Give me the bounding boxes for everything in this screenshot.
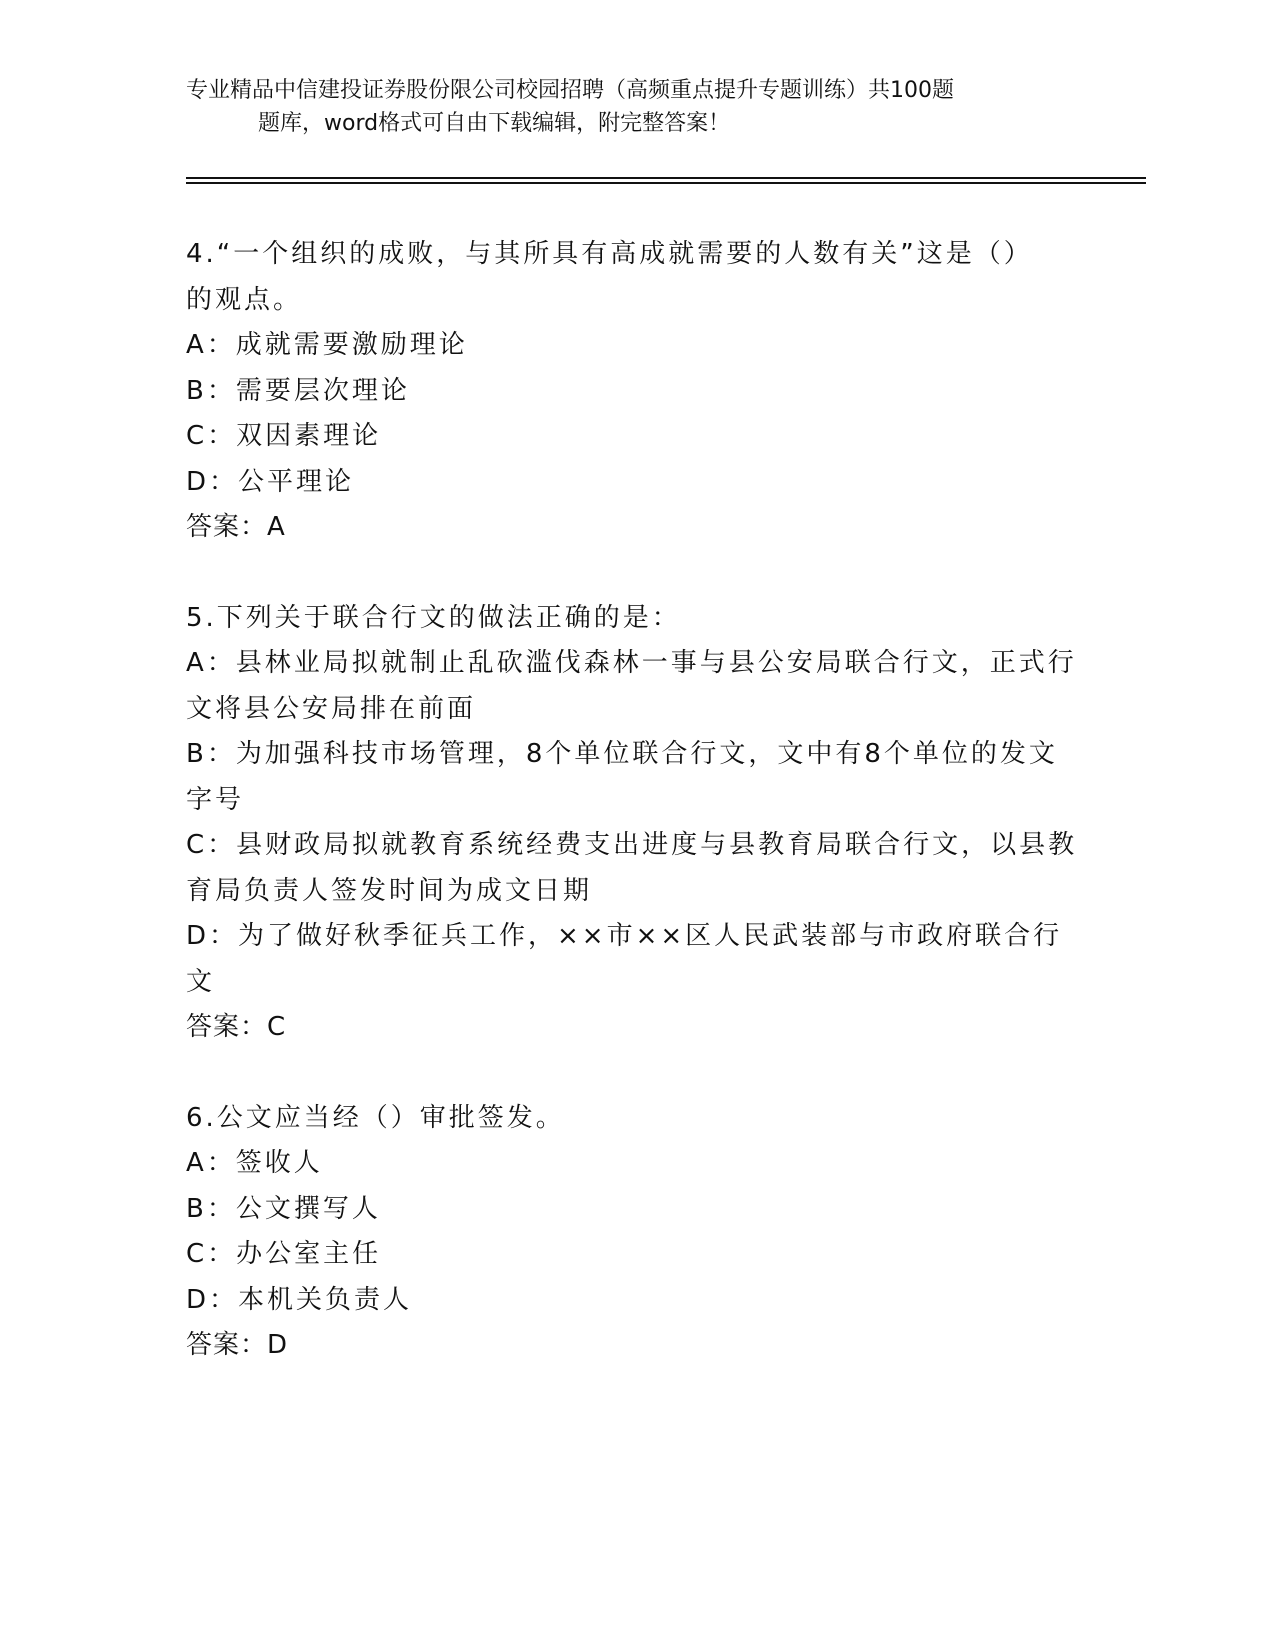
question-item xyxy=(186,1096,1076,1369)
question-item xyxy=(186,232,1076,551)
question-stem-line: 4.“一个组织的成败，与其所具有高成就需要的人数有关”这是（） xyxy=(186,239,1033,269)
option-a: A：成就需要激励理论 xyxy=(186,330,468,360)
question-stem-line: 的观点。 xyxy=(186,284,303,315)
answer-line: 答案：A xyxy=(186,512,286,542)
option-d: D：公平理论 xyxy=(186,466,355,497)
question-item xyxy=(186,596,1076,1051)
question-list xyxy=(186,232,1076,1414)
header-title-line-1: 专业精品中信建投证券股份限公司校园招聘（高频重点提升专题训练）共100题 xyxy=(186,78,954,103)
option-b: B：公文撰写人 xyxy=(186,1193,381,1224)
answer-line: 答案：C xyxy=(186,1012,287,1042)
option-a-continued: 文将县公安局排在前面 xyxy=(186,693,477,724)
option-c: C：办公室主任 xyxy=(186,1239,382,1269)
option-a: A：签收人 xyxy=(186,1148,323,1178)
option-c: C：双因素理论 xyxy=(186,421,382,451)
option-d: D：本机关负责人 xyxy=(186,1284,413,1315)
option-b: B：需要层次理论 xyxy=(186,375,410,406)
option-d: D：为了做好秋季征兵工作，××市××区人民武装部与市政府联合行 xyxy=(186,921,1063,951)
header-divider-top xyxy=(186,177,1146,179)
option-b-continued: 字号 xyxy=(186,784,245,815)
question-stem-line: 5.下列关于联合行文的做法正确的是： xyxy=(186,602,681,633)
option-d-continued: 文 xyxy=(186,966,216,997)
option-a: A：县林业局拟就制止乱砍滥伐森林一事与县公安局联合行文，正式行 xyxy=(186,648,1077,678)
option-b: B：为加强科技市场管理，8个单位联合行文，文中有8个单位的发文 xyxy=(186,739,1058,769)
option-c-continued: 育局负责人签发时间为成文日期 xyxy=(186,875,593,906)
header-divider-bottom xyxy=(186,182,1146,184)
header-title-line-2: 题库，word格式可自由下载编辑，附完整答案！ xyxy=(258,111,731,136)
answer-line: 答案：D xyxy=(186,1330,289,1360)
question-stem-line: 6.公文应当经（）审批签发。 xyxy=(186,1102,565,1133)
option-c: C：县财政局拟就教育系统经费支出进度与县教育局联合行文，以县教 xyxy=(186,830,1078,860)
document-header xyxy=(186,74,1066,140)
